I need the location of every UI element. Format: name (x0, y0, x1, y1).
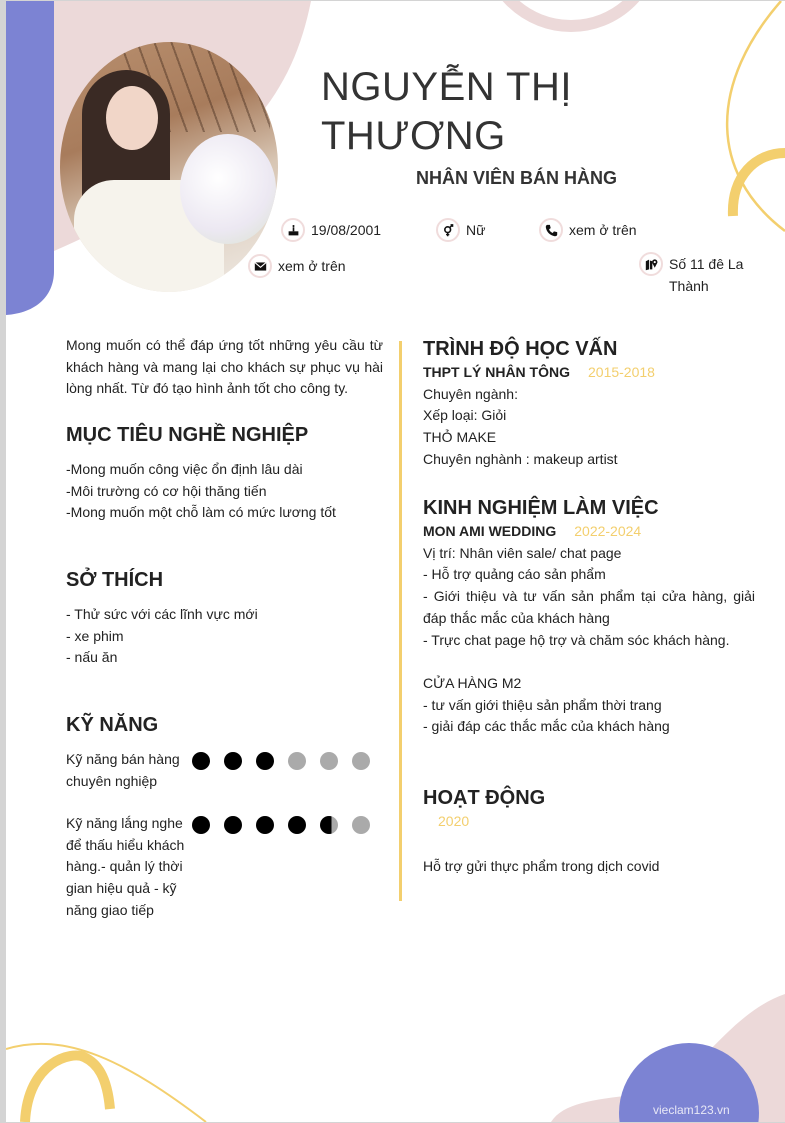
job-title: NHÂN VIÊN BÁN HÀNG (416, 168, 618, 188)
watermark-link[interactable]: vieclam123.vn (653, 1103, 730, 1117)
section-title-hobbies: SỞ THÍCH (66, 569, 164, 591)
education-line: Xếp loại: Giỏi (423, 407, 507, 424)
gender-value: Nữ (466, 222, 486, 238)
column-divider (399, 341, 402, 901)
phone-icon (539, 218, 563, 242)
section-objective (66, 422, 386, 524)
section-hobbies (66, 567, 386, 669)
section-title-objective: MỤC TIÊU NGHỀ NGHIỆP (66, 424, 309, 446)
map-marker-icon (639, 252, 663, 276)
section-experience (423, 495, 755, 738)
section-title-activities: HOẠT ĐỘNG (423, 787, 546, 809)
education-line: Chuyên nghành : makeup artist (423, 450, 618, 467)
candidate-name: NGUYỄN THỊ THƯƠNG (321, 65, 572, 158)
skill-rating (192, 816, 384, 834)
skill-item (66, 813, 186, 922)
company-name: MON AMI WEDDING (423, 523, 557, 539)
activity-description: Hỗ trợ gửi thực phẩm trong dịch covid (423, 857, 660, 874)
section-title-education: TRÌNH ĐỘ HỌC VẤN (423, 338, 618, 360)
skill-rating (192, 752, 384, 770)
gender-icon (436, 218, 460, 242)
experience-years: 2022-2024 (574, 523, 642, 539)
section-title-experience: KINH NGHIỆM LÀM VIỆC (423, 497, 659, 519)
company-name-2: CỬA HÀNG M2 (423, 674, 522, 691)
objective-item: -Môi trường có cơ hội thăng tiến (66, 482, 267, 499)
birthday-value: 19/08/2001 (311, 222, 382, 238)
school-name: THPT LÝ NHÂN TÔNG (423, 364, 570, 380)
objective-item: -Mong muốn một chỗ làm có mức lương tốt (66, 504, 336, 521)
experience-line: - giải đáp các thắc mắc của khách hàng (423, 718, 670, 735)
section-activities (423, 785, 755, 877)
experience-line: - Giới thiệu và tư vấn sản phẩm tại cửa hàng, giải đáp thắc mắc của khách hàng (423, 588, 755, 626)
contact-gender (436, 219, 485, 242)
hobby-item: - nấu ăn (66, 649, 118, 666)
education-line: THỎ MAKE (423, 429, 497, 446)
birthday-cake-icon (281, 218, 305, 242)
contact-address (639, 253, 759, 297)
phone-value: xem ở trên (569, 222, 637, 238)
cv-page (6, 1, 785, 1122)
experience-line: - Trực chat page hộ trợ và chăm sóc khách hàng. (423, 631, 730, 648)
contact-birthday (281, 219, 381, 242)
section-title-skills: KỸ NĂNG (66, 714, 159, 736)
objective-item: -Mong muốn công việc ổn định lâu dài (66, 461, 303, 477)
hobby-item: - Thử sức với các lĩnh vực mới (66, 606, 258, 622)
summary: Mong muốn có thể đáp ứng tốt những yêu cầu từ khách hàng và mang lại cho khách sự phục vụ hài lòng nhất. Từ đó tạo hình ảnh tốt cho công ty. (66, 337, 383, 397)
address-value: Số 11 đê La Thành (669, 256, 744, 294)
email-value: xem ở trên (278, 258, 346, 274)
education-years: 2015-2018 (588, 364, 655, 380)
experience-line: - Hỗ trợ quảng cáo sản phẩm (423, 566, 606, 583)
profile-photo (60, 42, 278, 292)
activity-years: 2020 (438, 813, 470, 829)
section-education (423, 336, 755, 471)
experience-line: - tư vấn giới thiệu sản phẩm thời trang (423, 696, 662, 713)
skill-label: Kỹ năng bán hàng chuyên nghiệp (66, 751, 180, 789)
skill-item (66, 749, 186, 792)
contact-phone (539, 219, 637, 242)
education-line: Chuyên ngành: (423, 385, 518, 402)
envelope-icon (248, 254, 272, 278)
section-skills (66, 712, 386, 738)
contact-email (248, 255, 346, 278)
hobby-item: - xe phim (66, 627, 124, 644)
skill-label: Kỹ năng lắng nghe để thấu hiểu khách hàng.- quản lý thời gian hiệu quả - kỹ năng giao tiếp (66, 815, 185, 918)
experience-line: Vị trí: Nhân viên sale/ chat page (423, 544, 622, 561)
